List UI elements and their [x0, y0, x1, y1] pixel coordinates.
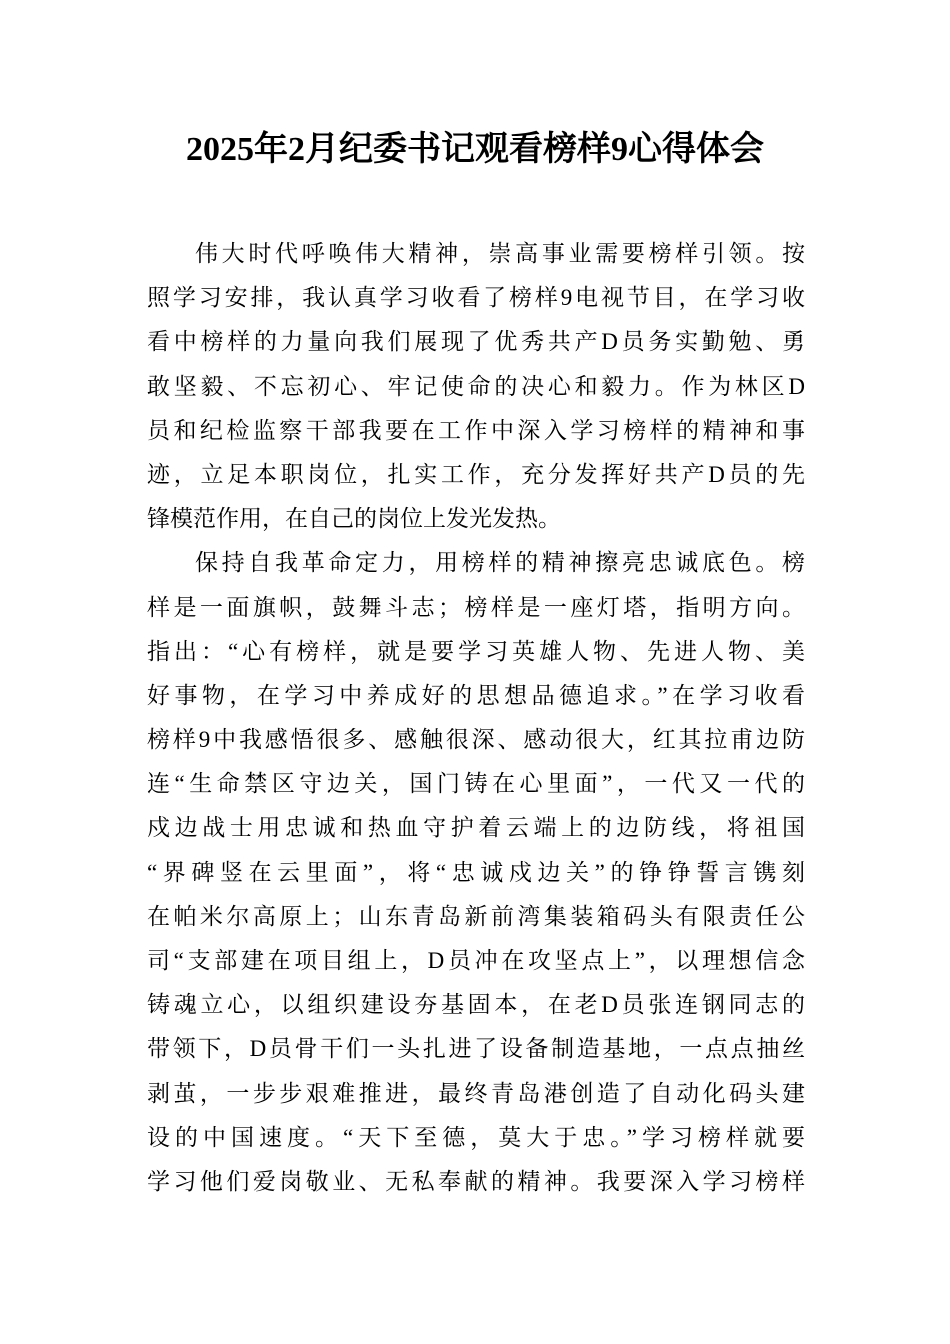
text-line: 员和纪检监察干部我要在工作中深入学习榜样的精神和事 — [147, 417, 805, 443]
paragraph — [147, 541, 805, 1204]
text-line: 在帕米尔高原上；山东青岛新前湾集装箱码头有限责任公 — [147, 903, 805, 929]
text-line: 迹，立足本职岗位，扎实工作，充分发挥好共产D员的先 — [147, 461, 805, 487]
text-line: 带领下，D员骨干们一头扎进了设备制造基地，一点点抽丝 — [147, 1036, 805, 1062]
document-body — [147, 232, 805, 1204]
text-line: 锋模范作用，在自己的岗位上发光发热。 — [147, 506, 561, 532]
text-line: “界碑竖在云里面”，将“忠诚戍边关”的铮铮誓言镌刻 — [147, 859, 805, 885]
text-line: 照学习安排，我认真学习收看了榜样9电视节目，在学习收 — [147, 285, 805, 311]
text-line: 设的中国速度。“天下至德，莫大于忠。”学习榜样就要 — [147, 1124, 805, 1150]
text-line: 看中榜样的力量向我们展现了优秀共产D员务实勤勉、勇 — [147, 329, 805, 355]
paragraph — [147, 232, 805, 541]
text-line: 司“支部建在项目组上，D员冲在攻坚点上”，以理想信念 — [147, 948, 805, 973]
text-line: 连“生命禁区守边关，国门铸在心里面”，一代又一代的 — [147, 771, 805, 797]
text-line: 好事物，在学习中养成好的思想品德追求。”在学习收看 — [147, 682, 805, 708]
text-line: 敢坚毅、不忘初心、牢记使命的决心和毅力。作为林区D — [147, 373, 805, 399]
text-line: 伟大时代呼唤伟大精神，崇高事业需要榜样引领。按 — [195, 241, 805, 266]
text-line: 学习他们爱岗敬业、无私奉献的精神。我要深入学习榜样 — [147, 1168, 805, 1194]
text-line: 指出：“心有榜样，就是要学习英雄人物、先进人物、美 — [147, 638, 805, 664]
text-line: 戍边战士用忠诚和热血守护着云端上的边防线，将祖国 — [147, 815, 805, 841]
text-line: 剥茧，一步步艰难推进，最终青岛港创造了自动化码头建 — [147, 1080, 805, 1106]
text-line: 榜样9中我感悟很多、感触很深、感动很大，红其拉甫边防 — [147, 727, 805, 753]
text-line: 铸魂立心，以组织建设夯基固本，在老D员张连钢同志的 — [147, 992, 805, 1018]
text-line: 样是一面旗帜，鼓舞斗志；榜样是一座灯塔，指明方向。 — [147, 594, 805, 620]
text-line: 保持自我革命定力，用榜样的精神擦亮忠诚底色。榜 — [195, 550, 805, 576]
document-title: 2025年2月纪委书记观看榜样9心得体会 — [186, 131, 764, 168]
